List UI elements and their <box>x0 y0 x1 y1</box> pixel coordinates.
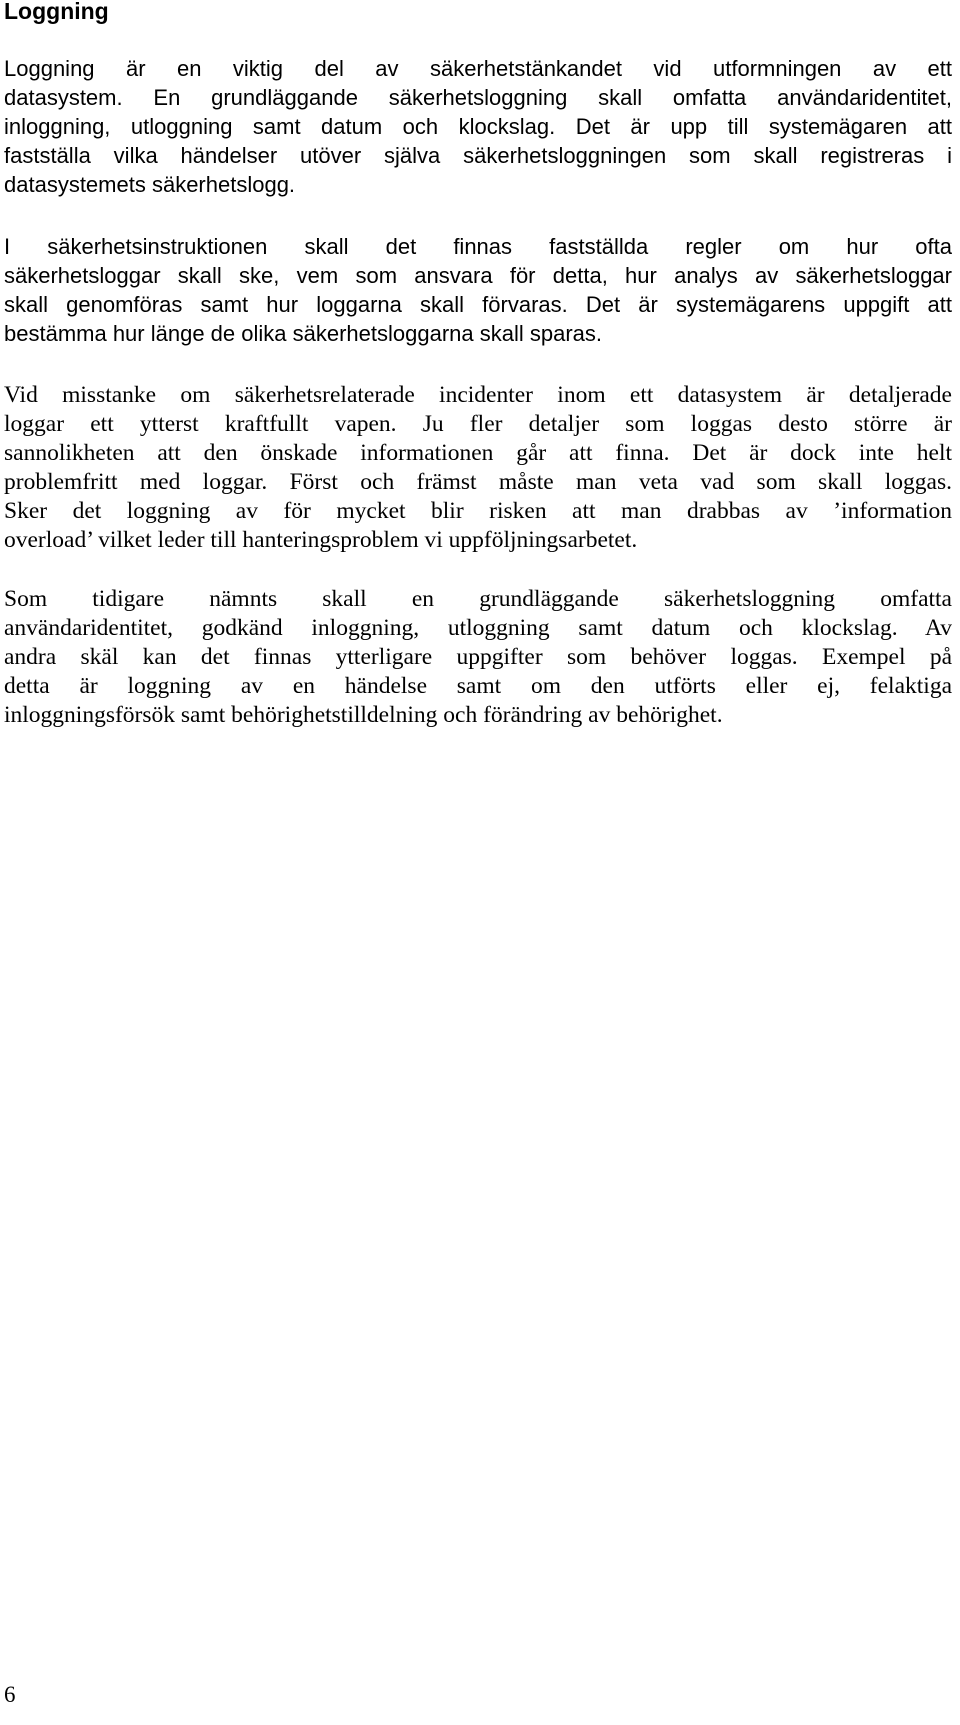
text-line: Vid misstanke om säkerhetsrelaterade incidenter inom ett datasystem är detaljerade <box>4 382 952 408</box>
text-line: datasystem. En grundläggande säkerhetsloggning skall omfatta användaridentitet, <box>4 85 952 110</box>
text-line: fastställa vilka händelser utöver själva säkerhetsloggningen som skall registreras i <box>4 143 952 168</box>
page-number: 6 <box>4 1682 16 1707</box>
text-line: loggar ett ytterst kraftfullt vapen. Ju fler detaljer som loggas desto större är <box>4 411 952 437</box>
text-line: sannolikheten att den önskade informationen går att finna. Det är dock inte helt <box>4 440 952 466</box>
paragraph-basic-logging <box>4 585 952 730</box>
text-line: inloggningsförsök samt behörighetstilldelning och förändring av behörighet. <box>4 702 723 728</box>
page-title: Loggning <box>4 0 109 24</box>
text-line: Som tidigare nämnts skall en grundläggande säkerhetsloggning omfatta <box>4 586 952 612</box>
paragraph-incidents <box>4 381 952 555</box>
text-line: skall genomföras samt hur loggarna skall förvaras. Det är systemägarens uppgift att <box>4 292 952 317</box>
text-line: användaridentitet, godkänd inloggning, utloggning samt datum och klockslag. Av <box>4 615 952 641</box>
text-line: I säkerhetsinstruktionen skall det finnas fastställda regler om hur ofta <box>4 234 952 259</box>
text-line: andra skäl kan det finnas ytterligare uppgifter som behöver loggas. Exempel på <box>4 644 952 670</box>
text-line: Loggning är en viktig del av säkerhetstänkandet vid utformningen av ett <box>4 56 952 81</box>
paragraph-logging-intro <box>4 54 952 199</box>
text-line: Sker det loggning av för mycket blir risken att man drabbas av ’information <box>4 498 952 524</box>
text-line: bestämma hur länge de olika säkerhetsloggarna skall sparas. <box>4 321 602 346</box>
text-line: inloggning, utloggning samt datum och klockslag. Det är upp till systemägaren att <box>4 114 952 139</box>
text-line: säkerhetsloggar skall ske, vem som ansvara för detta, hur analys av säkerhetsloggar <box>4 263 952 288</box>
text-line: datasystemets säkerhetslogg. <box>4 172 296 197</box>
text-line: problemfritt med loggar. Först och främst måste man veta vad som skall loggas. <box>4 469 952 495</box>
paragraph-security-instructions <box>4 232 952 348</box>
text-line: detta är loggning av en händelse samt om den utförts eller ej, felaktiga <box>4 673 952 699</box>
text-line: overload’ vilket leder till hanteringsproblem vi uppföljningsarbetet. <box>4 527 638 553</box>
